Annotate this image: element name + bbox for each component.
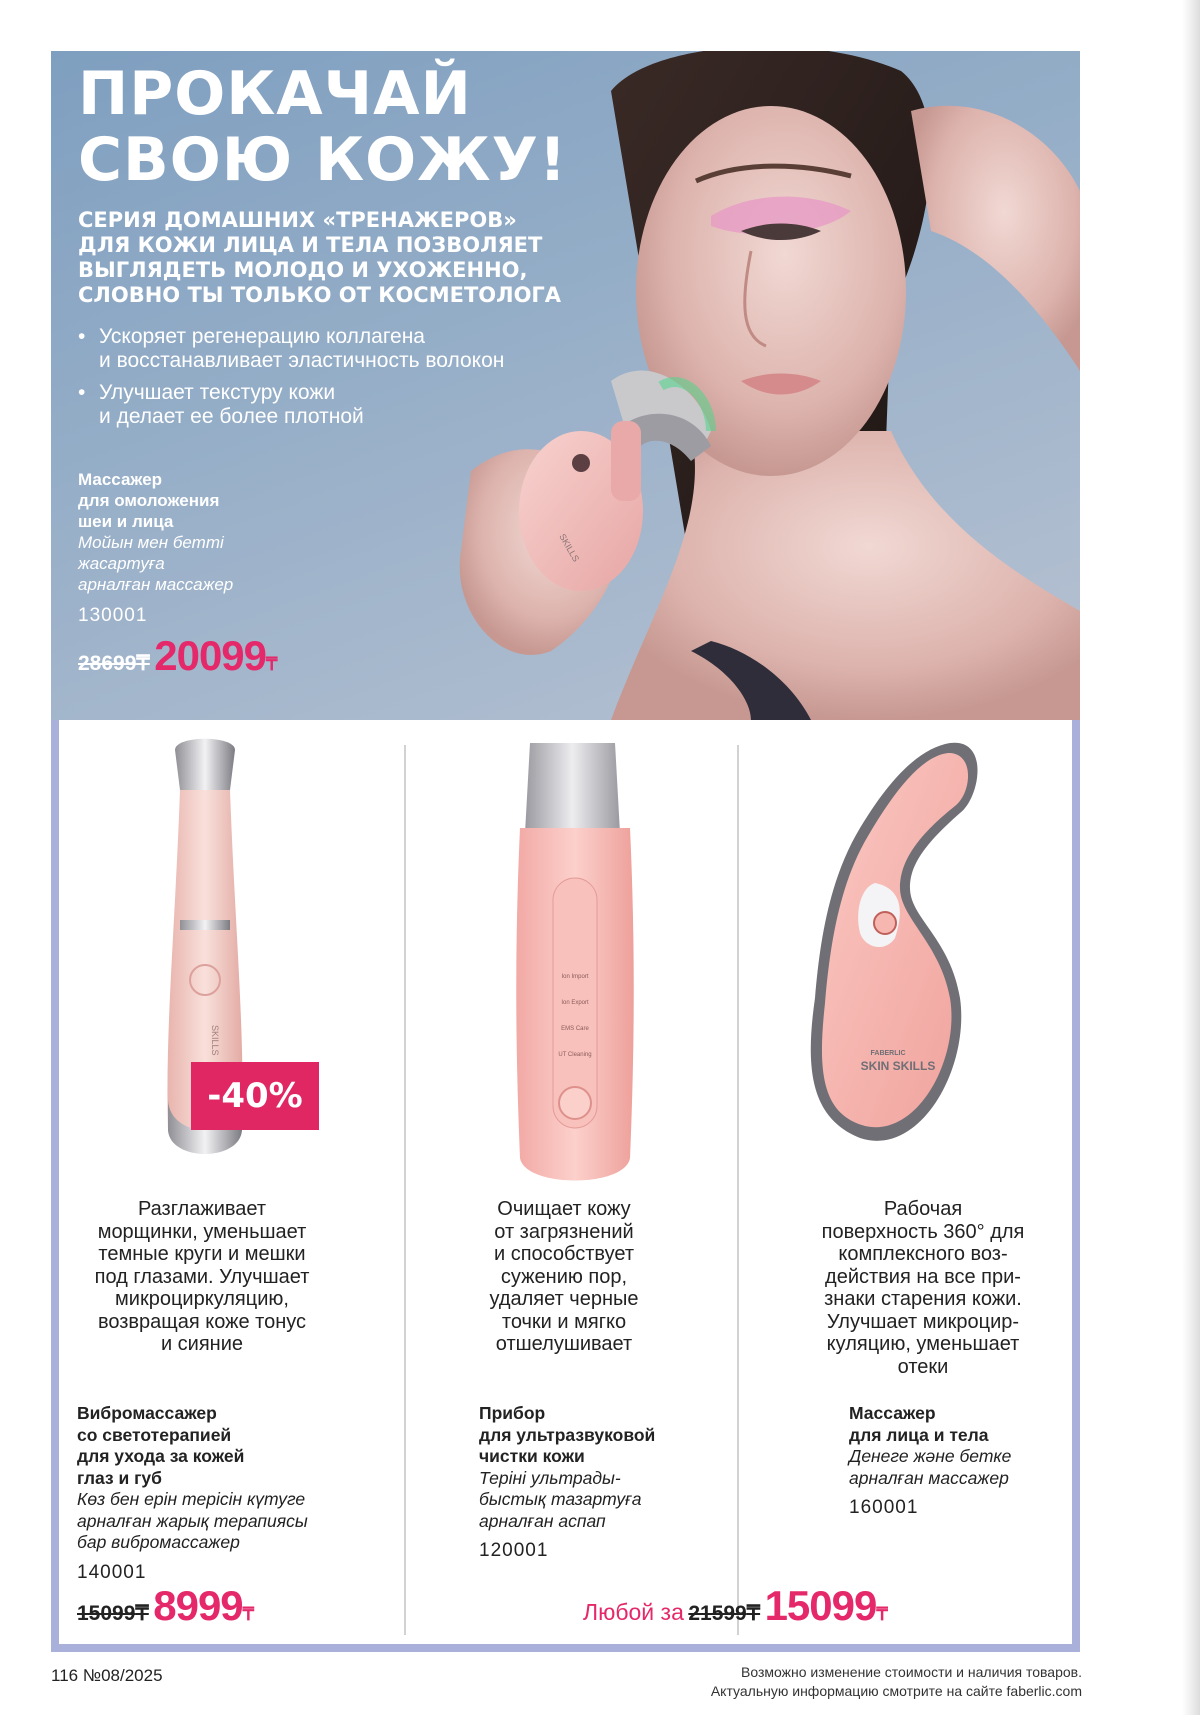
benefit-item bbox=[78, 325, 504, 373]
product-code: 120001 bbox=[479, 1540, 549, 1561]
new-price: 15099 bbox=[764, 1582, 877, 1629]
desc-line: Рабочая bbox=[883, 1198, 963, 1220]
new-price: 20099 bbox=[154, 632, 267, 679]
desc-line: удаляет черные bbox=[489, 1288, 639, 1310]
subtitle-line: ВЫГЛЯДЕТЬ МОЛОДО И УХОЖЕННО, bbox=[78, 258, 528, 282]
currency-sign: ₸ bbox=[242, 1604, 255, 1624]
name-line: арналған аспап bbox=[479, 1510, 606, 1531]
currency-sign: ₸ bbox=[136, 652, 150, 675]
notice-line: Актуальную информацию смотрите на сайте faberlic.com bbox=[710, 1683, 1082, 1699]
product-info bbox=[849, 1403, 1069, 1519]
desc-line: и сияние bbox=[160, 1333, 244, 1355]
device-label: SKIN SKILLS bbox=[860, 1059, 936, 1073]
eye-massager-price bbox=[77, 1582, 254, 1630]
desc-line: поверхность 360° для bbox=[821, 1220, 1025, 1243]
benefit-line: и восстанавливает эластичность волокон bbox=[99, 349, 505, 372]
mode-label: Ion Export bbox=[561, 1000, 589, 1006]
name-line: Мойын мен бетті bbox=[78, 533, 224, 552]
product-name-ru bbox=[78, 469, 338, 532]
product-code: 130001 bbox=[78, 605, 148, 626]
column-divider bbox=[737, 745, 739, 1635]
old-price bbox=[688, 1602, 760, 1625]
bundle-price-prefix: Любой за bbox=[583, 1599, 684, 1625]
name-line: для омоложения bbox=[78, 491, 220, 510]
desc-line: комплексного воз- bbox=[838, 1243, 1008, 1265]
desc-line: Улучшает микроцир- bbox=[826, 1310, 1020, 1333]
ultrasonic-cleaner-image bbox=[505, 738, 645, 1188]
name-line: Теріні ультрады- bbox=[479, 1467, 621, 1488]
desc-line: темные круги и мешки bbox=[98, 1243, 306, 1265]
name-line: шеи и лица bbox=[78, 512, 174, 531]
page-footer-number bbox=[51, 1666, 163, 1686]
desc-line: действия на все при- bbox=[825, 1265, 1021, 1288]
product-info bbox=[77, 1403, 377, 1584]
page-title bbox=[78, 61, 567, 193]
name-line: Көз бен ерін терісін күтуге bbox=[77, 1489, 306, 1509]
column-divider bbox=[404, 745, 406, 1635]
hero-subtitle bbox=[78, 208, 561, 308]
name-line: Массажер bbox=[849, 1403, 936, 1423]
product-name-kz bbox=[77, 1489, 377, 1554]
desc-line: Очищает кожу bbox=[497, 1198, 631, 1220]
desc-line: и способствует bbox=[494, 1243, 634, 1265]
mode-label: Ion Import bbox=[561, 974, 589, 980]
product-description bbox=[52, 1198, 352, 1356]
desc-line: отеки bbox=[897, 1355, 949, 1378]
benefit-line: и делает ее более плотной bbox=[99, 405, 364, 428]
hero-banner bbox=[51, 51, 1080, 720]
name-line: Вибромассажер bbox=[77, 1403, 217, 1423]
device-brand: FABERLIC bbox=[870, 1050, 906, 1057]
title-line: СВОЮ КОЖУ! bbox=[78, 125, 568, 195]
benefits-list bbox=[78, 325, 504, 437]
subtitle-line: СЛОВНО ТЫ ТОЛЬКО ОТ КОСМЕТОЛОГА bbox=[78, 283, 562, 307]
name-line: бар вибромассажер bbox=[77, 1532, 240, 1552]
name-line: Денеге және бетке bbox=[849, 1446, 1012, 1466]
name-line: для ультразвуковой bbox=[479, 1424, 656, 1445]
benefit-line: • Ускоряет регенерацию коллагена bbox=[99, 325, 425, 348]
mode-label: EMS Care bbox=[561, 1026, 589, 1032]
product-name-kz bbox=[479, 1468, 719, 1533]
desc-line: Разглаживает bbox=[137, 1198, 267, 1220]
product-name-ru bbox=[77, 1403, 377, 1489]
desc-line: под глазами. Улучшает bbox=[94, 1265, 310, 1288]
mode-label: UT Cleaning bbox=[558, 1052, 592, 1058]
old-price bbox=[78, 652, 150, 675]
benefit-item bbox=[78, 381, 504, 429]
product-code: 160001 bbox=[849, 1497, 919, 1518]
desc-line: отшелушивает bbox=[495, 1333, 633, 1355]
bundle-price bbox=[583, 1582, 888, 1630]
currency-sign: ₸ bbox=[746, 1602, 761, 1625]
name-line: Прибор bbox=[479, 1403, 546, 1423]
desc-line: морщинки, уменьшает bbox=[97, 1220, 307, 1243]
name-line: быстық тазартуға bbox=[479, 1489, 642, 1509]
currency-sign: ₸ bbox=[876, 1604, 888, 1624]
desc-line: знаки старения кожи. bbox=[824, 1288, 1022, 1310]
product-name-kz bbox=[849, 1446, 1069, 1489]
desc-line: микроциркуляцию, bbox=[115, 1288, 289, 1310]
page-number: 116 bbox=[51, 1666, 79, 1685]
body-face-massager-image bbox=[800, 738, 1000, 1158]
name-line: жасартуға bbox=[78, 554, 165, 573]
desc-line: точки и мягко bbox=[501, 1310, 627, 1333]
name-line: арналған массажер bbox=[849, 1467, 1009, 1488]
hero-product-info bbox=[78, 469, 338, 627]
old-price bbox=[77, 1602, 149, 1625]
name-line: чистки кожи bbox=[479, 1446, 585, 1466]
device-label: SKILLS bbox=[210, 1025, 220, 1056]
issue-number: №08/2025 bbox=[82, 1666, 163, 1685]
name-line: для лица и тела bbox=[849, 1424, 989, 1445]
name-line: для ухода за кожей bbox=[77, 1446, 245, 1466]
benefit-line: • Улучшает текстуру кожи bbox=[99, 381, 336, 404]
old-price-value: 21599 bbox=[688, 1602, 747, 1625]
desc-line: сужению пор, bbox=[500, 1265, 628, 1288]
product-name-kz bbox=[78, 532, 338, 595]
product-code: 140001 bbox=[77, 1561, 147, 1583]
subtitle-line: СЕРИЯ ДОМАШНИХ «ТРЕНАЖЕРОВ» bbox=[78, 208, 517, 232]
desc-line: от загрязнений bbox=[494, 1220, 634, 1243]
hero-price bbox=[78, 632, 277, 680]
notice-line: Возможно изменение стоимости и наличия товаров. bbox=[740, 1664, 1082, 1680]
product-name-ru bbox=[479, 1403, 719, 1468]
new-price: 8999 bbox=[153, 1582, 243, 1629]
device-brand-label: SKILLS bbox=[557, 532, 582, 564]
currency-sign: ₸ bbox=[135, 1602, 149, 1625]
footer-notice bbox=[711, 1663, 1082, 1701]
product-name-ru bbox=[849, 1403, 1069, 1446]
old-price-value: 15099 bbox=[77, 1602, 136, 1625]
product-description bbox=[414, 1198, 714, 1356]
name-line: арналған массажер bbox=[78, 575, 234, 594]
name-line: арналған жарық терапиясы bbox=[77, 1510, 308, 1531]
product-info bbox=[479, 1403, 719, 1562]
currency-sign: ₸ bbox=[266, 654, 278, 674]
old-price-value: 28699 bbox=[78, 652, 137, 675]
desc-line: куляцию, уменьшает bbox=[826, 1333, 1020, 1355]
discount-badge: -40% bbox=[191, 1062, 319, 1130]
name-line: глаз и губ bbox=[77, 1467, 162, 1488]
desc-line: возвращая коже тонус bbox=[97, 1310, 307, 1333]
page-edge bbox=[1182, 0, 1200, 1715]
name-line: со светотерапией bbox=[77, 1424, 232, 1445]
product-description bbox=[773, 1198, 1073, 1378]
subtitle-line: ДЛЯ КОЖИ ЛИЦА И ТЕЛА ПОЗВОЛЯЕТ bbox=[78, 233, 543, 257]
name-line: Массажер bbox=[78, 470, 163, 489]
title-line: ПРОКАЧАЙ bbox=[78, 59, 472, 129]
